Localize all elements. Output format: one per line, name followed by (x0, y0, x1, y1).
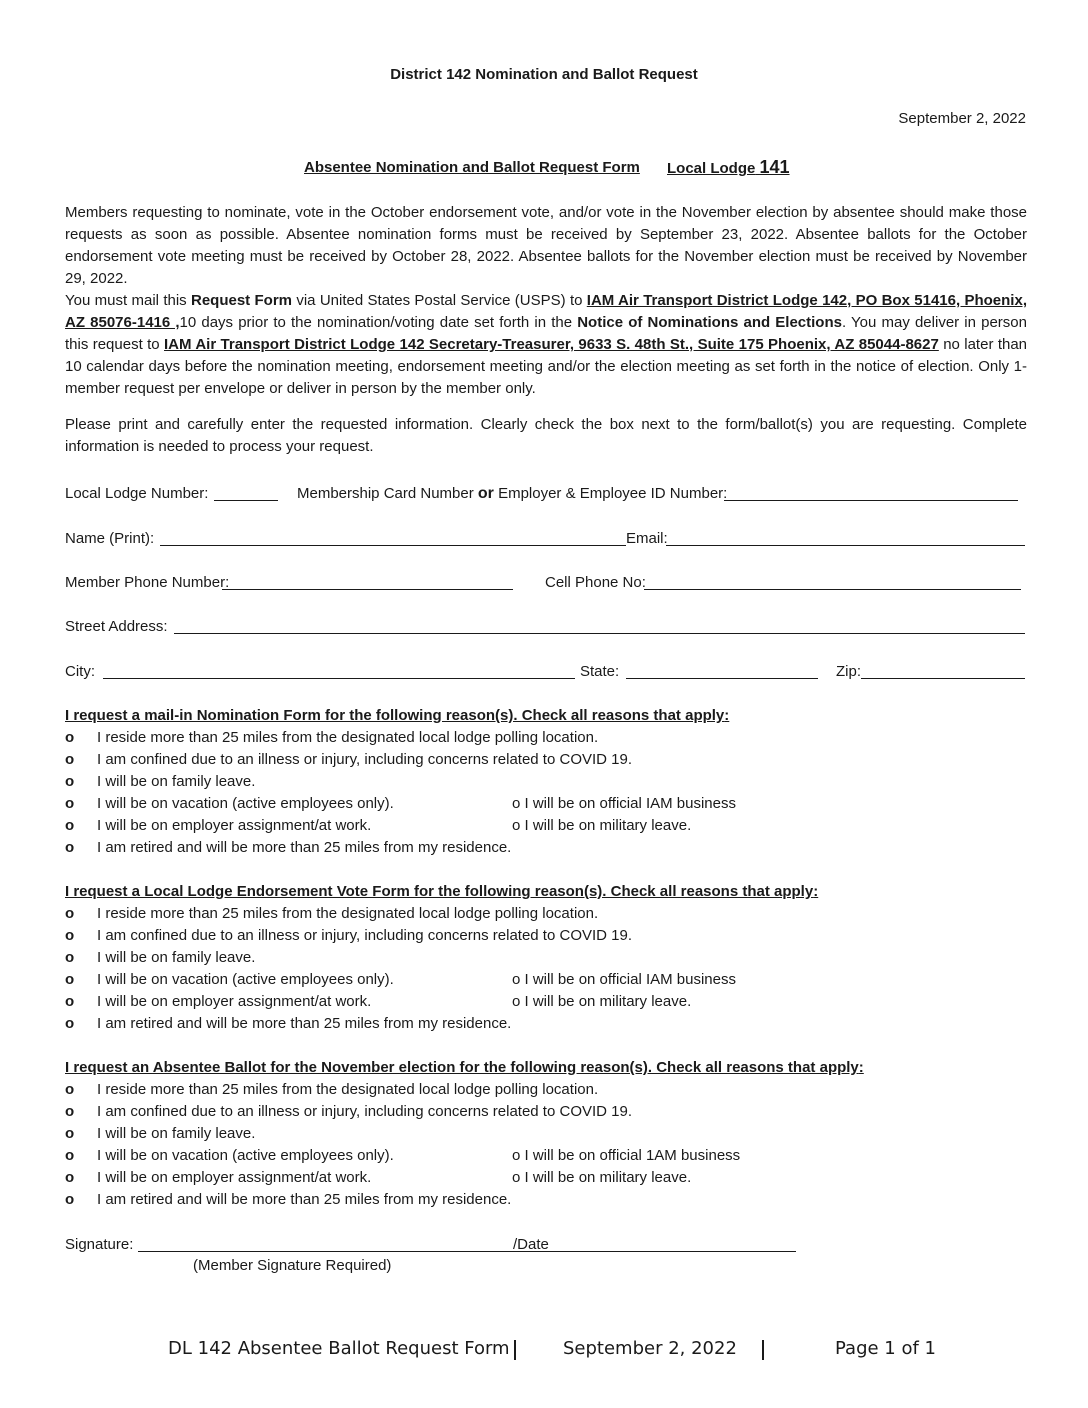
option-label: I am retired and will be more than 25 miles from my residence. (97, 1015, 512, 1032)
local-lodge-heading-number: 141 (759, 157, 790, 177)
state-label: State: (580, 663, 620, 680)
local-lodge-label: Local Lodge Number: (65, 485, 209, 502)
option-extra[interactable]: o I will be on official 1AM business (512, 1147, 741, 1164)
option-label: I am confined due to an illness or injury, including concerns related to COVID 19. (97, 1103, 633, 1120)
nomination-option-2[interactable] (65, 751, 765, 773)
mailing-text-4: . You may deliver in person this request to (65, 314, 1027, 353)
absentee-option-4[interactable] (65, 1147, 765, 1169)
absentee-heading-text: I request an Absentee Ballot for the November election for the following reason(s). Check all reasons that apply (65, 1059, 859, 1076)
checkbox-icon[interactable]: o (65, 1015, 75, 1032)
option-extra[interactable]: o I will be on military leave. (512, 817, 692, 834)
checkbox-icon[interactable]: o (65, 729, 75, 746)
membership-label (297, 485, 727, 503)
option-label: I will be on employer assignment/at work. (97, 1169, 372, 1186)
checkbox-icon[interactable]: o (65, 993, 75, 1010)
option-label: I am confined due to an illness or injury, including concerns related to COVID 19. (97, 927, 633, 944)
option-label: I will be on employer assignment/at work. (97, 817, 372, 834)
option-label: I will be on employer assignment/at work. (97, 993, 372, 1010)
nomination-option-5[interactable] (65, 817, 765, 839)
mailing-instructions (65, 290, 1027, 400)
option-label: I am retired and will be more than 25 miles from my residence. (97, 1191, 512, 1208)
mailing-address: IAM Air Transport District Lodge 142, PO Box 51416, Phoenix, AZ 85076-1416 , (65, 292, 1027, 331)
date-field[interactable] (513, 1251, 796, 1252)
form-heading: Absentee Nomination and Ballot Request Form (304, 159, 640, 176)
document-title: District 142 Nomination and Ballot Request (390, 66, 698, 83)
membership-label-b: Employer & Employee ID Number: (493, 485, 728, 502)
option-extra[interactable]: o I will be on military leave. (512, 1169, 692, 1186)
endorsement-option-3[interactable] (65, 949, 765, 971)
delivery-address: IAM Air Transport District Lodge 142 Secretary-Treasurer, 9633 S. 48th St., Suite 175 Phoenix, AZ 85044-8627 (164, 336, 939, 353)
checkbox-icon[interactable]: o (65, 905, 75, 922)
endorsement-option-2[interactable] (65, 927, 765, 949)
request-form-term: Request Form (191, 292, 293, 309)
member-phone-field[interactable] (222, 589, 513, 590)
checkbox-icon[interactable]: o (65, 1103, 75, 1120)
footer-divider (762, 1340, 764, 1360)
footer-date: September 2, 2022 (563, 1338, 737, 1359)
footer-title: DL 142 Absentee Ballot Request Form (168, 1338, 510, 1359)
option-label: I will be on family leave. (97, 949, 256, 966)
mailing-text-3: 10 days prior to the nomination/voting date set forth in the (179, 314, 578, 331)
nomination-option-3[interactable] (65, 773, 765, 795)
endorsement-option-1[interactable] (65, 905, 765, 927)
nomination-option-6[interactable] (65, 839, 765, 861)
endorsement-section-heading (65, 883, 818, 900)
local-lodge-heading (667, 157, 790, 178)
street-label: Street Address: (65, 618, 168, 635)
membership-label-a: Membership Card Number (297, 485, 478, 502)
checkbox-icon[interactable]: o (65, 1169, 75, 1186)
option-extra[interactable]: o I will be on military leave. (512, 993, 692, 1010)
nomination-option-4[interactable] (65, 795, 765, 817)
footer-divider (514, 1340, 516, 1360)
name-label: Name (Print): (65, 530, 155, 547)
local-lodge-heading-label: Local Lodge (667, 160, 756, 177)
nomination-section-heading (65, 707, 729, 724)
checkbox-icon[interactable]: o (65, 927, 75, 944)
cell-phone-field[interactable] (644, 589, 1021, 590)
checkbox-icon[interactable]: o (65, 949, 75, 966)
local-lodge-field[interactable] (214, 500, 278, 501)
name-field[interactable] (160, 545, 626, 546)
nomination-heading-text: I request a mail-in Nomination Form for the following reason(s). Check all reasons that apply (65, 707, 725, 724)
notice-term: Notice of Nominations and Elections (577, 314, 842, 331)
option-label: I reside more than 25 miles from the designated local lodge polling location. (97, 1081, 599, 1098)
email-label: Email: (626, 530, 668, 547)
cell-phone-label: Cell Phone No: (545, 574, 646, 591)
zip-field[interactable] (861, 678, 1025, 679)
signature-label: Signature: (65, 1236, 134, 1253)
absentee-option-6[interactable] (65, 1191, 765, 1213)
checkbox-icon[interactable]: o (65, 971, 75, 988)
print-instructions: Please print and carefully enter the requested information. Clearly check the box next to the form/ballot(s) you are requesting. Complete information is needed to process your request. (65, 416, 1027, 455)
checkbox-icon[interactable]: o (65, 751, 75, 768)
option-label: I am confined due to an illness or injury, including concerns related to COVID 19. (97, 751, 633, 768)
nomination-option-1[interactable] (65, 729, 765, 751)
signature-note: (Member Signature Required) (193, 1257, 392, 1274)
checkbox-icon[interactable]: o (65, 773, 75, 790)
absentee-option-1[interactable] (65, 1081, 765, 1103)
zip-label: Zip: (836, 663, 862, 680)
signature-field[interactable] (138, 1251, 513, 1252)
option-extra[interactable]: o I will be on official IAM business (512, 971, 736, 988)
intro-paragraph: Members requesting to nominate, vote in the October endorsement vote, and/or vote in the November election by absentee should make those requests as soon as possible. Absentee nomination forms must be received by September 23, 2022. Absentee ballots for the October endorsement vote meeting must be received by October 28, 2022. Absentee ballots for the November election must be received by November 29, 2022. (65, 204, 1027, 287)
absentee-option-5[interactable] (65, 1169, 765, 1191)
member-phone-label: Member Phone Number: (65, 574, 230, 591)
checkbox-icon[interactable]: o (65, 1125, 75, 1142)
absentee-section-heading (65, 1059, 864, 1076)
option-label: I will be on vacation (active employees only). (97, 795, 394, 812)
membership-label-or: or (477, 485, 494, 502)
city-field[interactable] (103, 678, 575, 679)
endorsement-heading-colon: : (813, 883, 819, 900)
checkbox-icon[interactable]: o (65, 817, 75, 834)
mailing-text-1: You must mail this (65, 292, 191, 309)
document-date: September 2, 2022 (898, 110, 1026, 127)
date-label: /Date (513, 1236, 549, 1253)
option-label: I will be on vacation (active employees only). (97, 1147, 394, 1164)
mailing-text-5: no later than 10 calendar days before the nomination meeting, endorsement meeting and/or the election meeting as set forth in the notice of election. Only 1-member request per envelope or deliver in person by the member only. (65, 336, 1028, 397)
email-field[interactable] (666, 545, 1025, 546)
absentee-option-3[interactable] (65, 1125, 765, 1147)
endorsement-option-6[interactable] (65, 1015, 765, 1037)
option-label: I am retired and will be more than 25 miles from my residence. (97, 839, 512, 856)
checkbox-icon[interactable]: o (65, 839, 75, 856)
option-label: I will be on family leave. (97, 773, 256, 790)
mailing-text-2: via United States Postal Service (USPS) to (292, 292, 587, 309)
footer-page: Page 1 of 1 (835, 1338, 936, 1359)
endorsement-option-5[interactable] (65, 993, 765, 1015)
endorsement-heading-text: I request a Local Lodge Endorsement Vote Form for the following reason(s). Check all reasons that apply (65, 883, 814, 900)
option-label: I will be on family leave. (97, 1125, 256, 1142)
option-label: I will be on vacation (active employees only). (97, 971, 394, 988)
endorsement-option-4[interactable] (65, 971, 765, 993)
checkbox-icon[interactable]: o (65, 1081, 75, 1098)
street-field[interactable] (174, 633, 1025, 634)
checkbox-icon[interactable]: o (65, 1147, 75, 1164)
city-label: City: (65, 663, 95, 680)
option-label: I reside more than 25 miles from the designated local lodge polling location. (97, 905, 599, 922)
absentee-option-2[interactable] (65, 1103, 765, 1125)
option-label: I reside more than 25 miles from the designated local lodge polling location. (97, 729, 599, 746)
absentee-heading-colon: : (858, 1059, 864, 1076)
checkbox-icon[interactable]: o (65, 795, 75, 812)
state-field[interactable] (626, 678, 818, 679)
option-extra[interactable]: o I will be on official IAM business (512, 795, 736, 812)
membership-field[interactable] (724, 500, 1018, 501)
nomination-heading-colon: : (724, 707, 730, 724)
checkbox-icon[interactable]: o (65, 1191, 75, 1208)
